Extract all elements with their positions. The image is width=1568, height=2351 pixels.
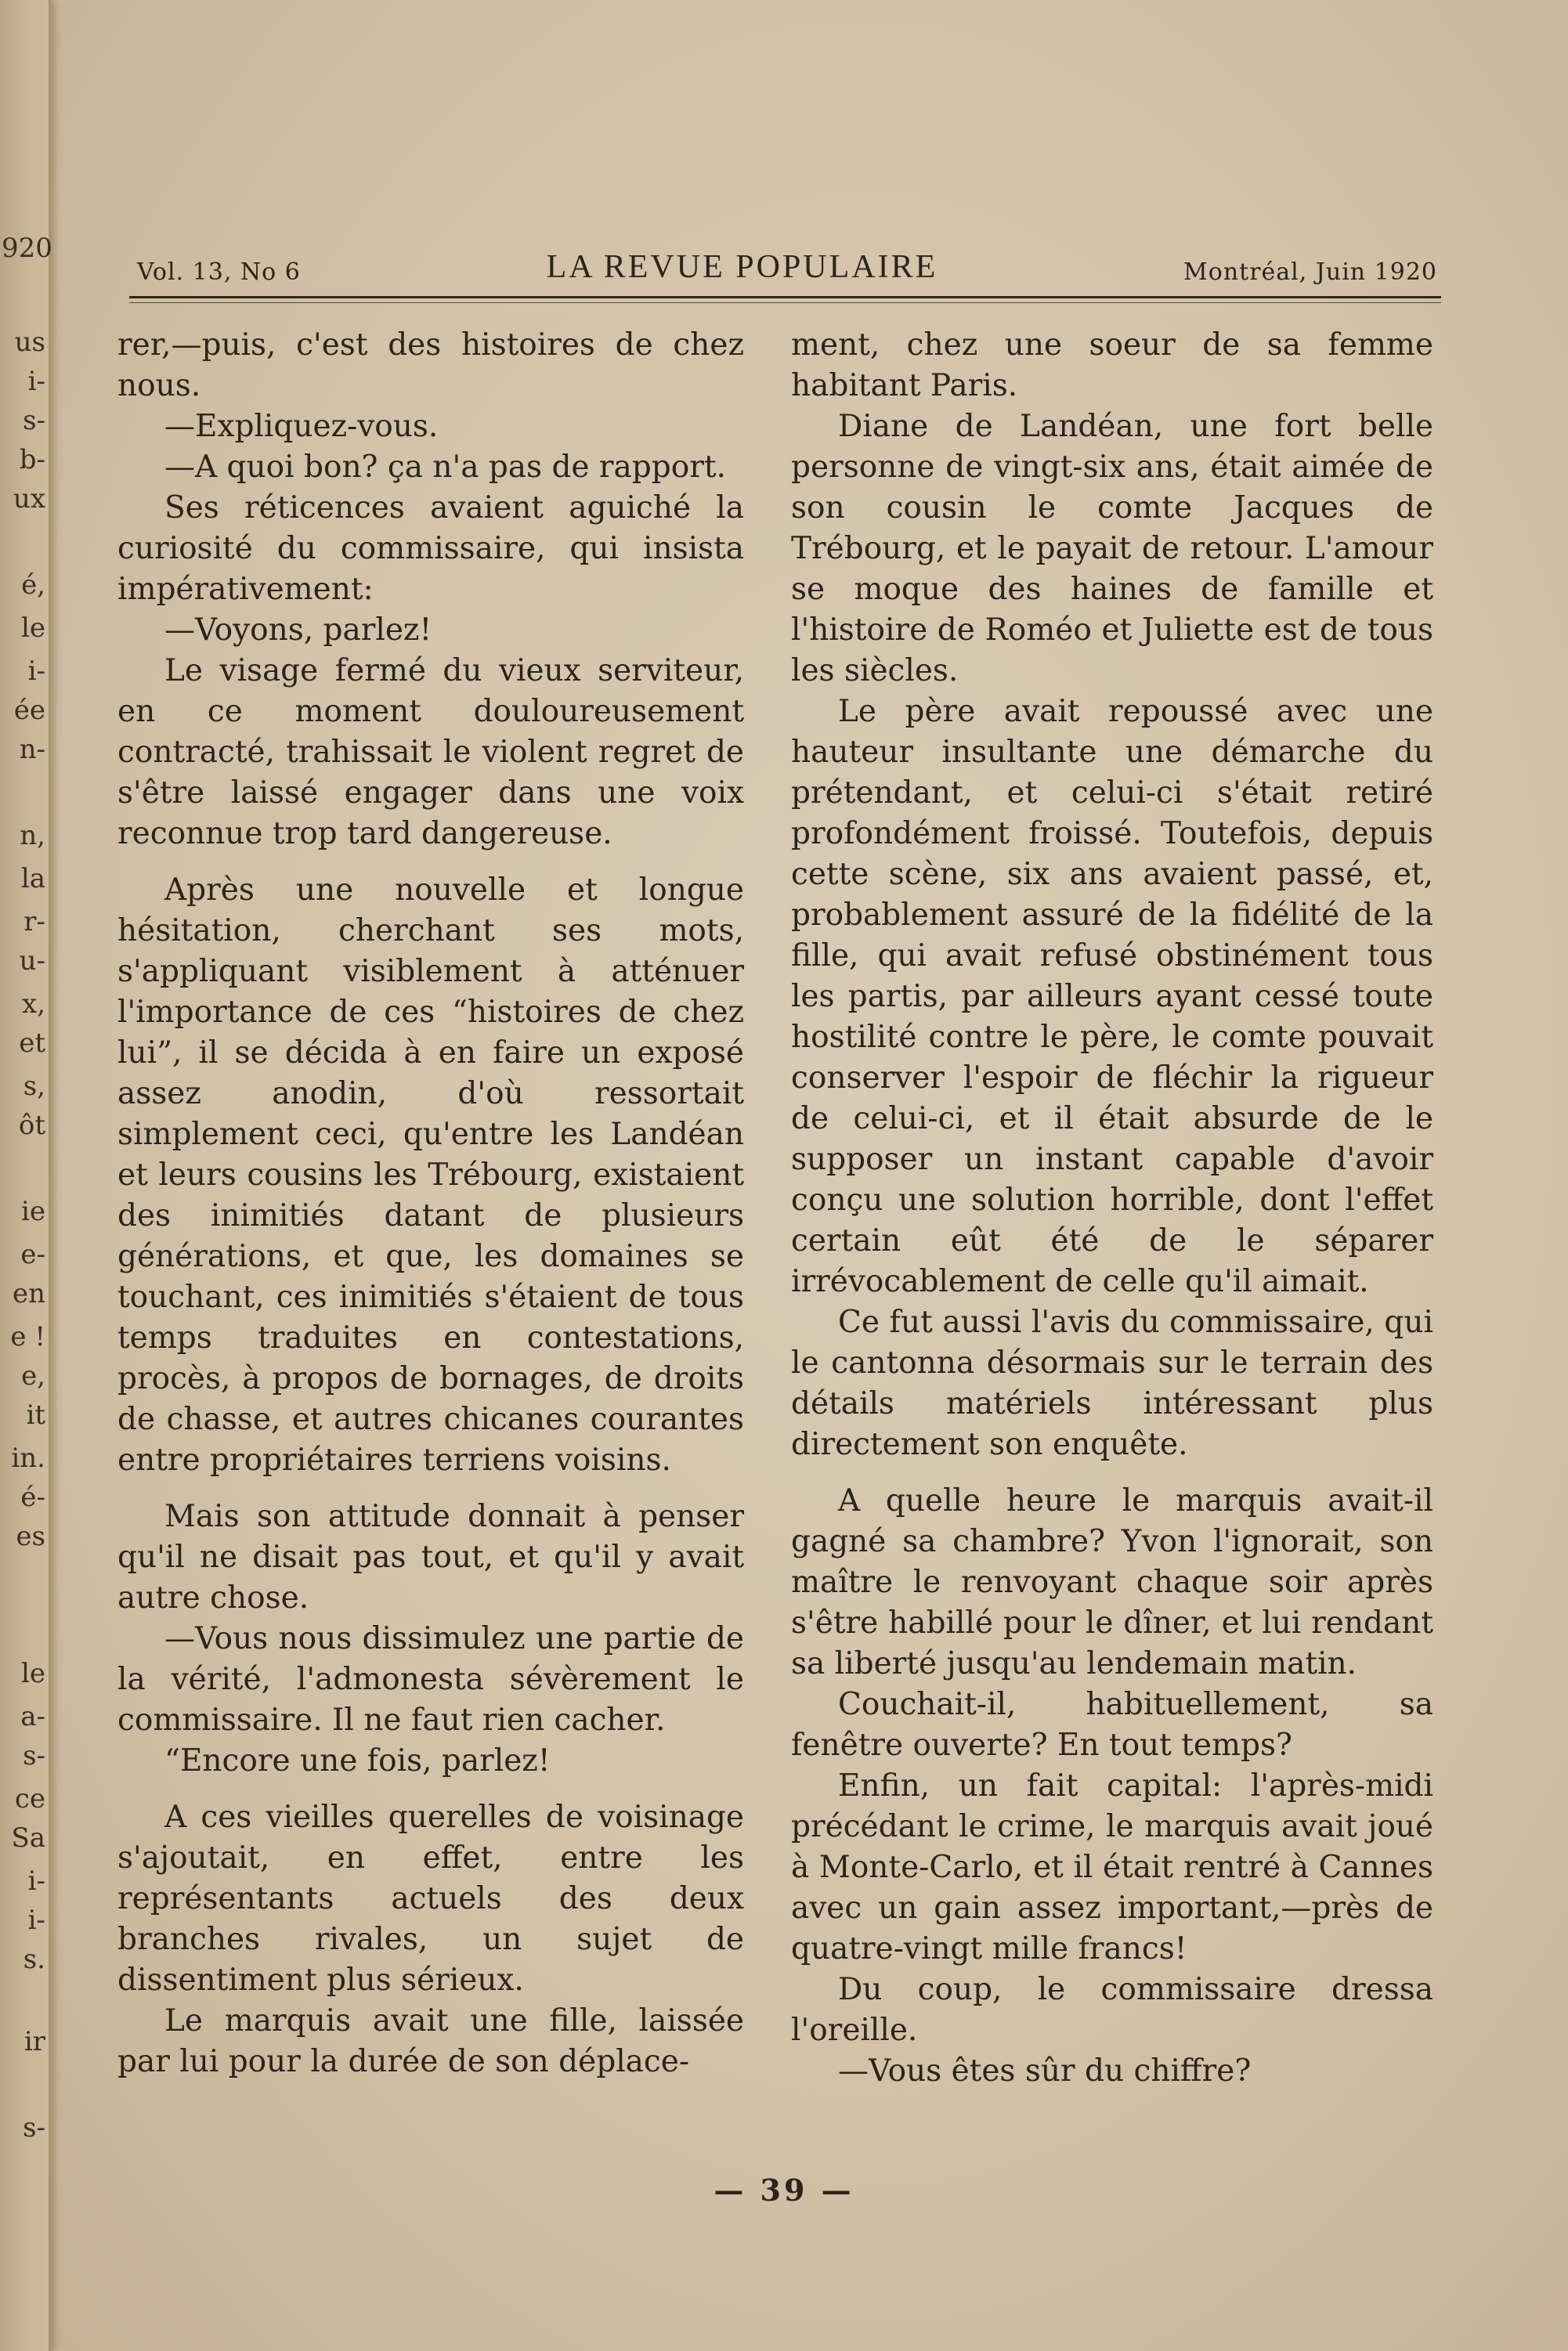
edge-text-fragment: ir — [23, 2026, 45, 2057]
edge-text-fragment: us — [14, 327, 45, 358]
edge-text-fragment: it — [26, 1399, 45, 1431]
edge-text-fragment: le — [21, 1658, 45, 1689]
paragraph: —Voyons, parlez! — [164, 612, 432, 648]
edge-text-fragment: la — [20, 863, 45, 894]
edge-text-fragment: ce — [14, 1783, 45, 1815]
paragraph: Enfin, un fait capital: l'après-midi précédant le crime, le marquis avait joué à Monte-Carlo, et il était rentré à Cannes avec un gain assez important,—près de quatre-vingt mille francs! — [791, 1768, 1433, 1966]
edge-text-fragment: e ! — [10, 1321, 45, 1352]
edge-text-fragment: b- — [19, 444, 45, 475]
paragraph: Ce fut aussi l'avis du commissaire, qui le cantonna désormais sur le terrain des détails matériels intéressant plus directement son enquête. — [791, 1305, 1433, 1462]
paragraph: Le visage fermé du vieux serviteur, en ce moment douloureusement contracté, trahissait le violent regret de s'être laissé engager dans une voix reconnue trop tard dangereuse. — [117, 653, 744, 851]
edge-text-fragment: r- — [23, 906, 45, 937]
edge-text-fragment: ôt — [18, 1110, 45, 1141]
edge-text-fragment: es — [16, 1521, 45, 1552]
edge-text-fragment: n, — [20, 820, 45, 851]
edge-text-fragment: e- — [20, 1239, 45, 1270]
edge-text-fragment: ux — [13, 483, 45, 515]
edge-text-fragment: é, — [21, 569, 45, 601]
paragraph: Le marquis avait une fille, laissée par lui pour la durée de son déplace- — [117, 2003, 744, 2079]
edge-text-fragment: 920 — [2, 233, 52, 264]
paragraph: Mais son attitude donnait à penser qu'il ne disait pas tout, et qu'il y avait autre chose. — [117, 1499, 744, 1616]
edge-text-fragment: le — [21, 612, 45, 644]
edge-text-fragment: s. — [23, 1944, 45, 1975]
paragraph: “Encore une fois, parlez! — [164, 1743, 551, 1779]
page-number: — 39 — — [714, 2172, 854, 2208]
edge-text-fragment: s- — [23, 1740, 45, 1771]
edge-text-fragment: Sa — [11, 1822, 45, 1854]
edge-text-fragment: n- — [19, 734, 45, 765]
edge-text-fragment: en — [12, 1278, 45, 1309]
edge-text-fragment: i- — [27, 1905, 45, 1936]
edge-text-fragment: ie — [21, 1196, 45, 1227]
paragraph: —A quoi bon? ça n'a pas de rapport. — [164, 450, 726, 485]
paragraph: —Vous nous dissimulez une partie de la vérité, l'admonesta sévèrement le commissaire. Il ne faut rien cacher. — [117, 1621, 744, 1738]
paragraph: —Vous êtes sûr du chiffre? — [838, 2053, 1252, 2089]
paragraph: A quelle heure le marquis avait-il gagné sa chambre? Yvon l'ignorait, son maître le renvoyant chaque soir après s'être habillé pour le dîner, et lui rendant sa liberté jusqu'au lendemain matin. — [791, 1483, 1433, 1681]
paragraph: Après une nouvelle et longue hésitation, cherchant ses mots, s'appliquant visiblement à atténuer l'importance de ces “histoires de chez lui”, il se décida à en faire un exposé assez anodin, d'où ressortait simplement ceci, qu'entre les Landéan et leurs cousins les Trébourg, existaient des inimitiés datant de plusieurs générations, et que, les domaines se touchant, ces inimitiés s'étaient de tous temps traduites en contestations, procès, à propos de bornages, de droits de chasse, et autres chicanes courantes entre propriétaires terriens voisins. — [117, 872, 744, 1478]
header-rule — [129, 296, 1441, 298]
edge-text-fragment: in. — [11, 1443, 45, 1474]
edge-text-fragment: e, — [21, 1360, 45, 1392]
paragraph: Le père avait repoussé avec une hauteur insultante une démarche du prétendant, et celui-ci s'était retiré profondément froissé. Toutefois, depuis cette scène, six ans avaient passé, et, probablement assuré de la fidélité de la fille, qui avait refusé obstinément tous les partis, par ailleurs ayant cessé toute hostilité contre le père, le comte pouvait conserver l'espoir de fléchir la rigueur de celui-ci, et il était absurde de le supposer un instant capable d'avoir conçu une solution horrible, dont l'effet certain eût été de le séparer irrévocablement de celle qu'il aimait. — [791, 694, 1433, 1299]
journal-title: LA REVUE POPULAIRE — [546, 249, 938, 285]
edge-text-fragment: i- — [27, 366, 45, 397]
paragraph: Du coup, le commissaire dressa l'oreille. — [791, 1972, 1433, 2048]
edge-text-fragment: s, — [23, 1071, 45, 1102]
paragraph: Couchait-il, habituellement, sa fenêtre ouverte? En tout temps? — [791, 1687, 1433, 1763]
paragraph: —Expliquez-vous. — [164, 409, 439, 444]
paragraph: A ces vieilles querelles de voisinage s'ajoutait, en effet, entre les représentants actuels des deux branches rivales, un sujet de dissentiment plus sérieux. — [117, 1800, 744, 1998]
edge-text-fragment: a- — [20, 1701, 45, 1732]
edge-text-fragment: i- — [27, 1865, 45, 1897]
paragraph: rer,—puis, c'est des histoires de chez nous. — [117, 327, 744, 403]
edge-text-fragment: é- — [20, 1482, 45, 1513]
paragraph: Ses réticences avaient aguiché la curiosité du commissaire, qui insista impérativement: — [117, 490, 744, 607]
edge-text-fragment: x, — [22, 988, 45, 1020]
edge-text-fragment: s- — [23, 2112, 45, 2143]
right-column — [791, 325, 1433, 2092]
edge-text-fragment: i- — [27, 655, 45, 687]
left-column — [117, 325, 744, 2082]
page-header — [137, 239, 1437, 286]
paragraph: ment, chez une soeur de sa femme habitant Paris. — [791, 327, 1433, 403]
edge-text-fragment: s- — [23, 405, 45, 436]
adjacent-page-edge — [0, 0, 51, 2351]
paragraph: Diane de Landéan, une fort belle personne de vingt-six ans, était aimée de son cousin le comte Jacques de Trébourg, et le payait de retour. L'amour se moque des haines de famille et l'histoire de Roméo et Juliette est de tous les siècles. — [791, 409, 1433, 688]
volume-number: Vol. 13, No 6 — [137, 258, 301, 286]
edge-text-fragment: et — [19, 1027, 45, 1059]
edge-text-fragment: ée — [13, 695, 45, 726]
header-rule-thin — [129, 302, 1441, 303]
edge-text-fragment: u- — [19, 945, 45, 977]
place-and-date: Montréal, Juin 1920 — [1183, 258, 1437, 286]
